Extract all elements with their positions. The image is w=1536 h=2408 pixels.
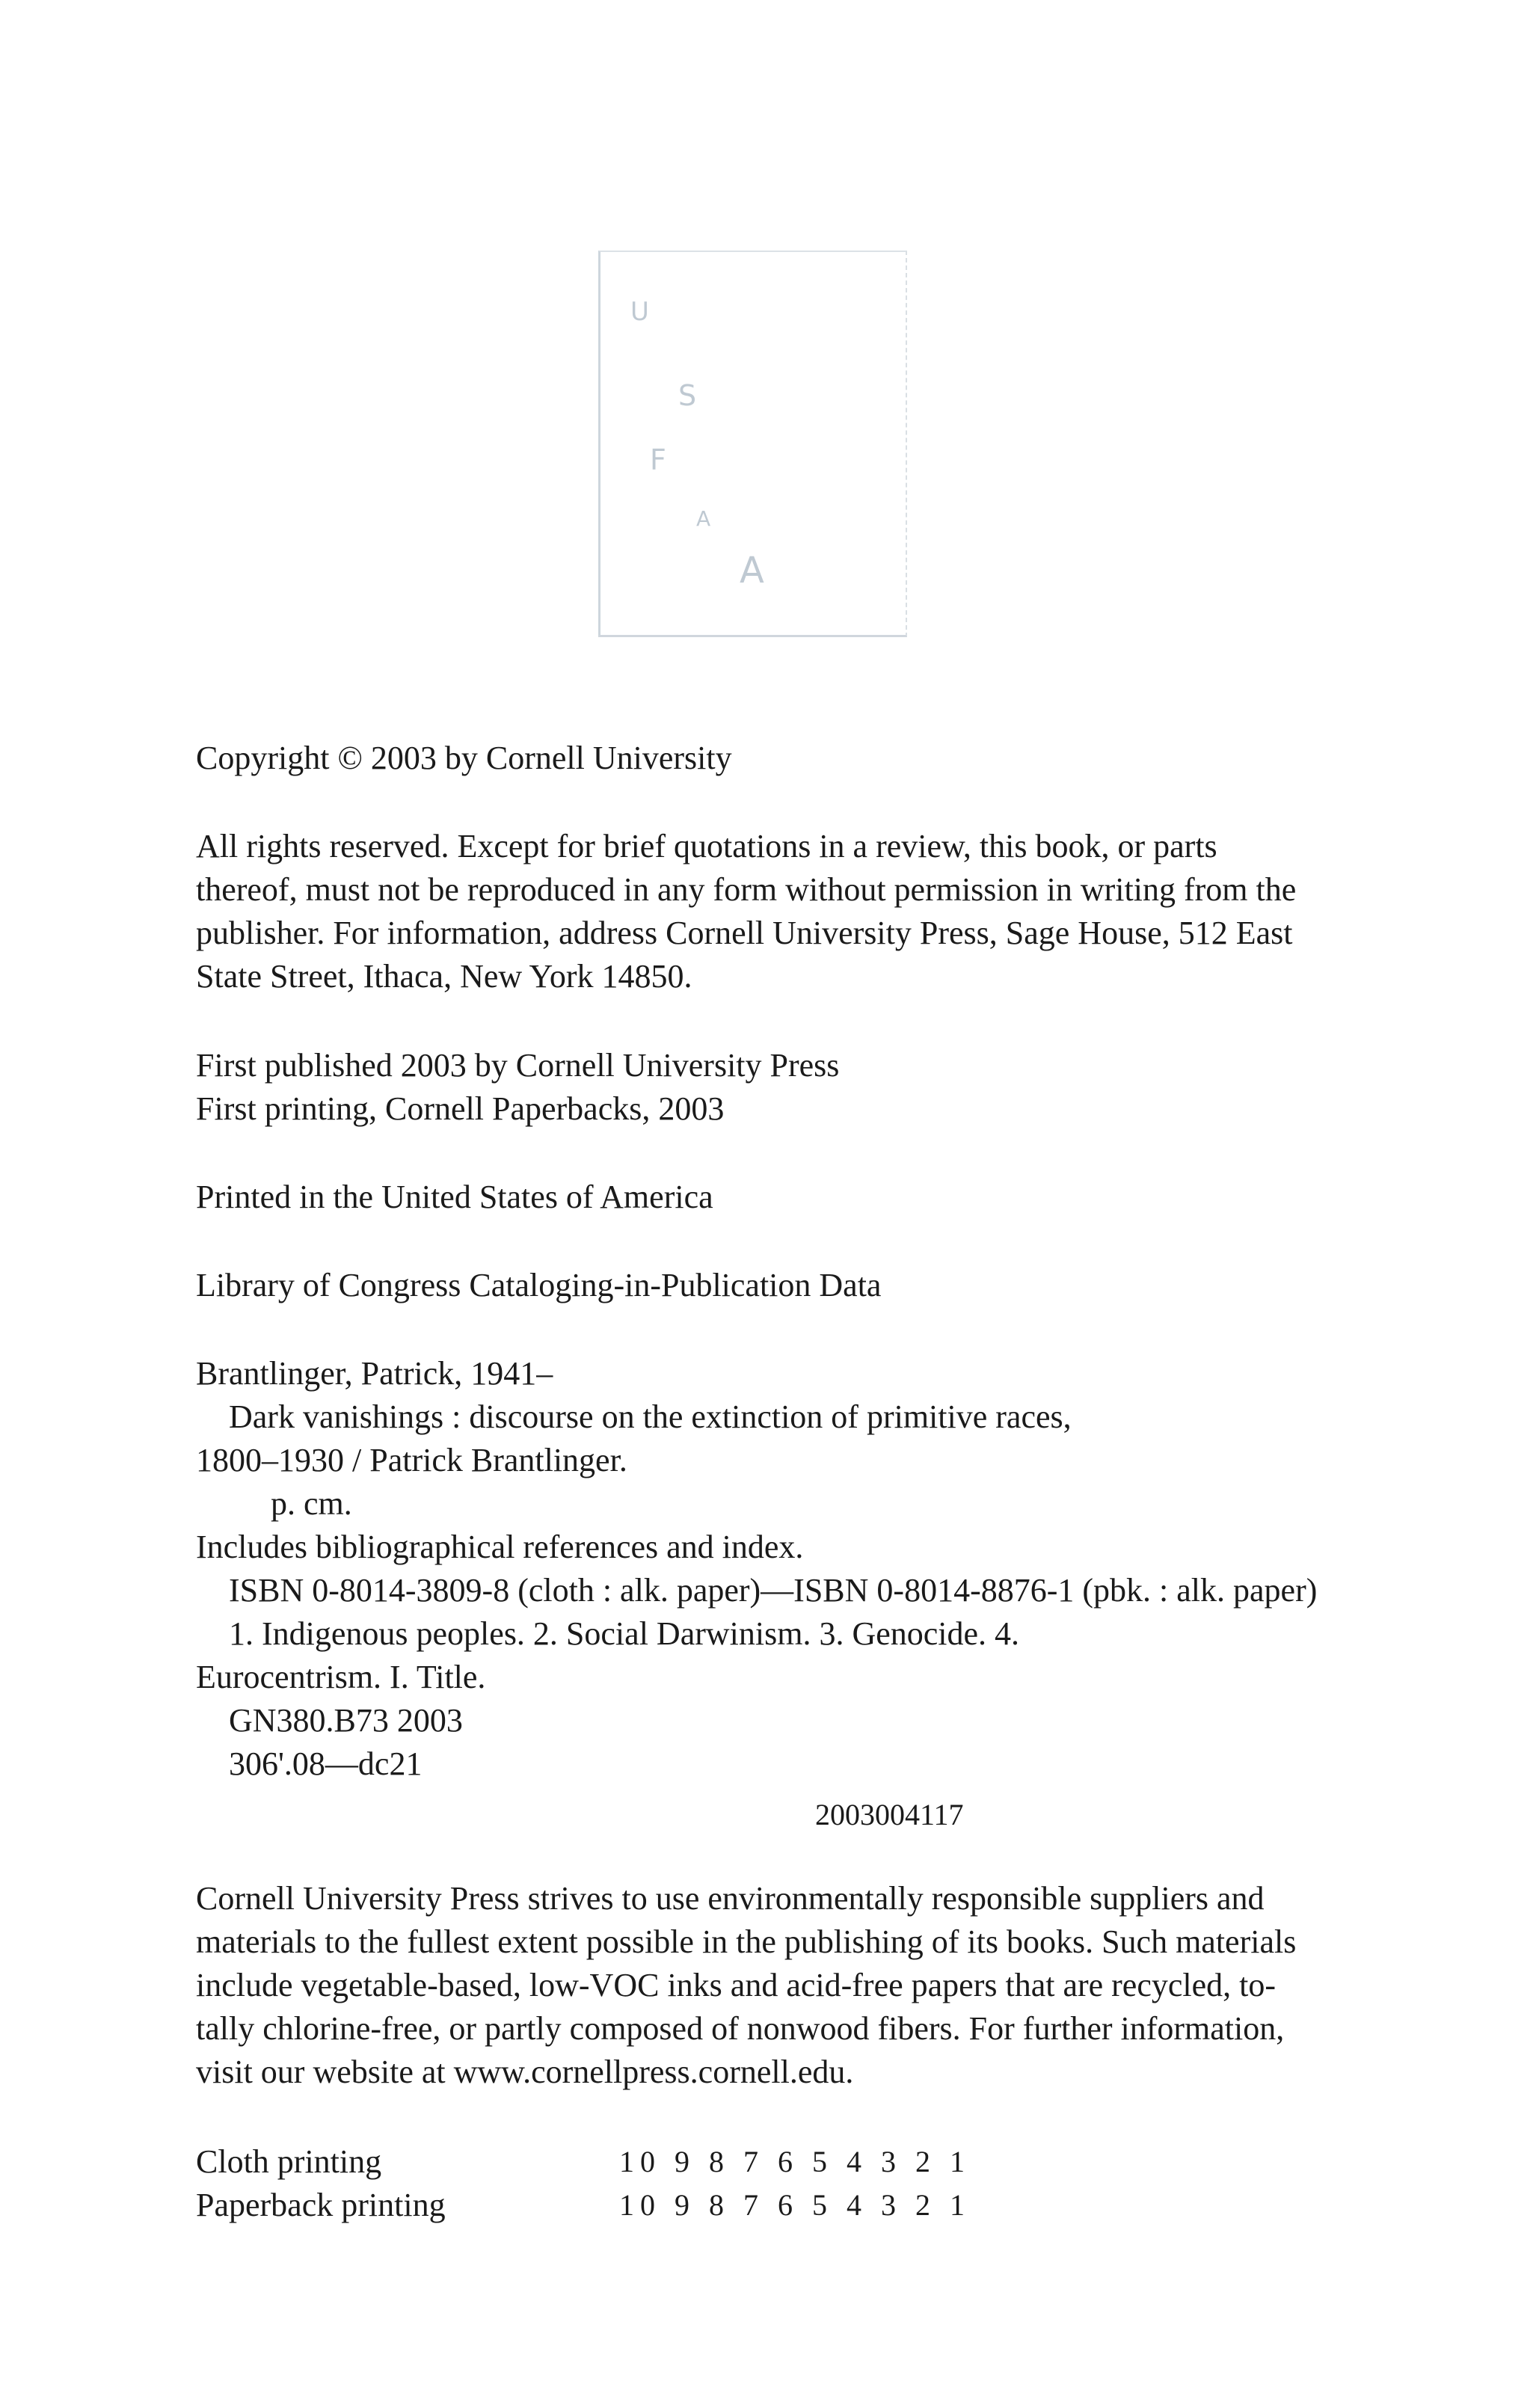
cip-call-number: GN380.B73 2003: [229, 1702, 463, 1739]
rights-line: State Street, Ithaca, New York 14850.: [196, 958, 692, 995]
rights-line: thereof, must not be reproduced in any form without permission in writing from the: [196, 871, 1297, 908]
environment-line: Cornell University Press strives to use environmentally responsible suppliers and: [196, 1880, 1265, 1917]
stamp-char: F: [650, 443, 671, 476]
printing-label: Cloth printing: [196, 2143, 382, 2180]
cip-title: 1800–1930 / Patrick Brantlinger.: [196, 1442, 627, 1478]
cip-dewey: 306'.08—dc21: [229, 1745, 423, 1782]
environment-line: include vegetable-based, low-VOC inks and acid-free papers that are recycled, to-: [196, 1967, 1277, 2003]
stamp-char: A: [696, 506, 716, 531]
cip-note: Includes bibliographical references and index.: [196, 1529, 804, 1565]
printed-notice: Printed in the United States of America: [196, 1179, 713, 1215]
cip-subjects: 1. Indigenous peoples. 2. Social Darwinism. 3. Genocide. 4.: [229, 1615, 1020, 1652]
stamp-char: U: [630, 297, 654, 327]
cip-subjects: Eurocentrism. I. Title.: [196, 1659, 486, 1695]
cip-collation: p. cm.: [271, 1485, 352, 1522]
printing-label: Paperback printing: [196, 2187, 446, 2223]
publication-line: First published 2003 by Cornell University Press: [196, 1047, 840, 1084]
cip-lccn: 2003004117: [815, 1798, 964, 1831]
rights-line: All rights reserved. Except for brief quotations in a review, this book, or parts: [196, 828, 1217, 864]
cip-heading: Library of Congress Cataloging-in-Publication Data: [196, 1267, 882, 1303]
rights-line: publisher. For information, address Cornell University Press, Sage House, 512 East: [196, 915, 1293, 951]
cip-isbn: ISBN 0-8014-3809-8 (cloth : alk. paper)—ISBN 0-8014-8876-1 (pbk. : alk. paper): [229, 1572, 1318, 1609]
cip-author: Brantlinger, Patrick, 1941–: [196, 1355, 553, 1392]
printing-numbers: 10 9 8 7 6 5 4 3 2 1: [619, 2188, 971, 2222]
stamp-char: S: [678, 379, 701, 412]
cip-title: Dark vanishings : discourse on the extinction of primitive races,: [229, 1398, 1072, 1435]
environment-line: visit our website at www.cornellpress.cornell.edu.: [196, 2054, 854, 2090]
copyright-notice: Copyright © 2003 by Cornell University: [196, 740, 732, 776]
environment-line: materials to the fullest extent possible in the publishing of its books. Such materials: [196, 1923, 1297, 1960]
printing-numbers: 10 9 8 7 6 5 4 3 2 1: [619, 2145, 971, 2178]
library-stamp: [598, 251, 907, 637]
stamp-char: A: [740, 550, 769, 592]
environment-line: tally chlorine-free, or partly composed of nonwood fibers. For further information,: [196, 2010, 1285, 2047]
publication-line: First printing, Cornell Paperbacks, 2003: [196, 1090, 725, 1127]
